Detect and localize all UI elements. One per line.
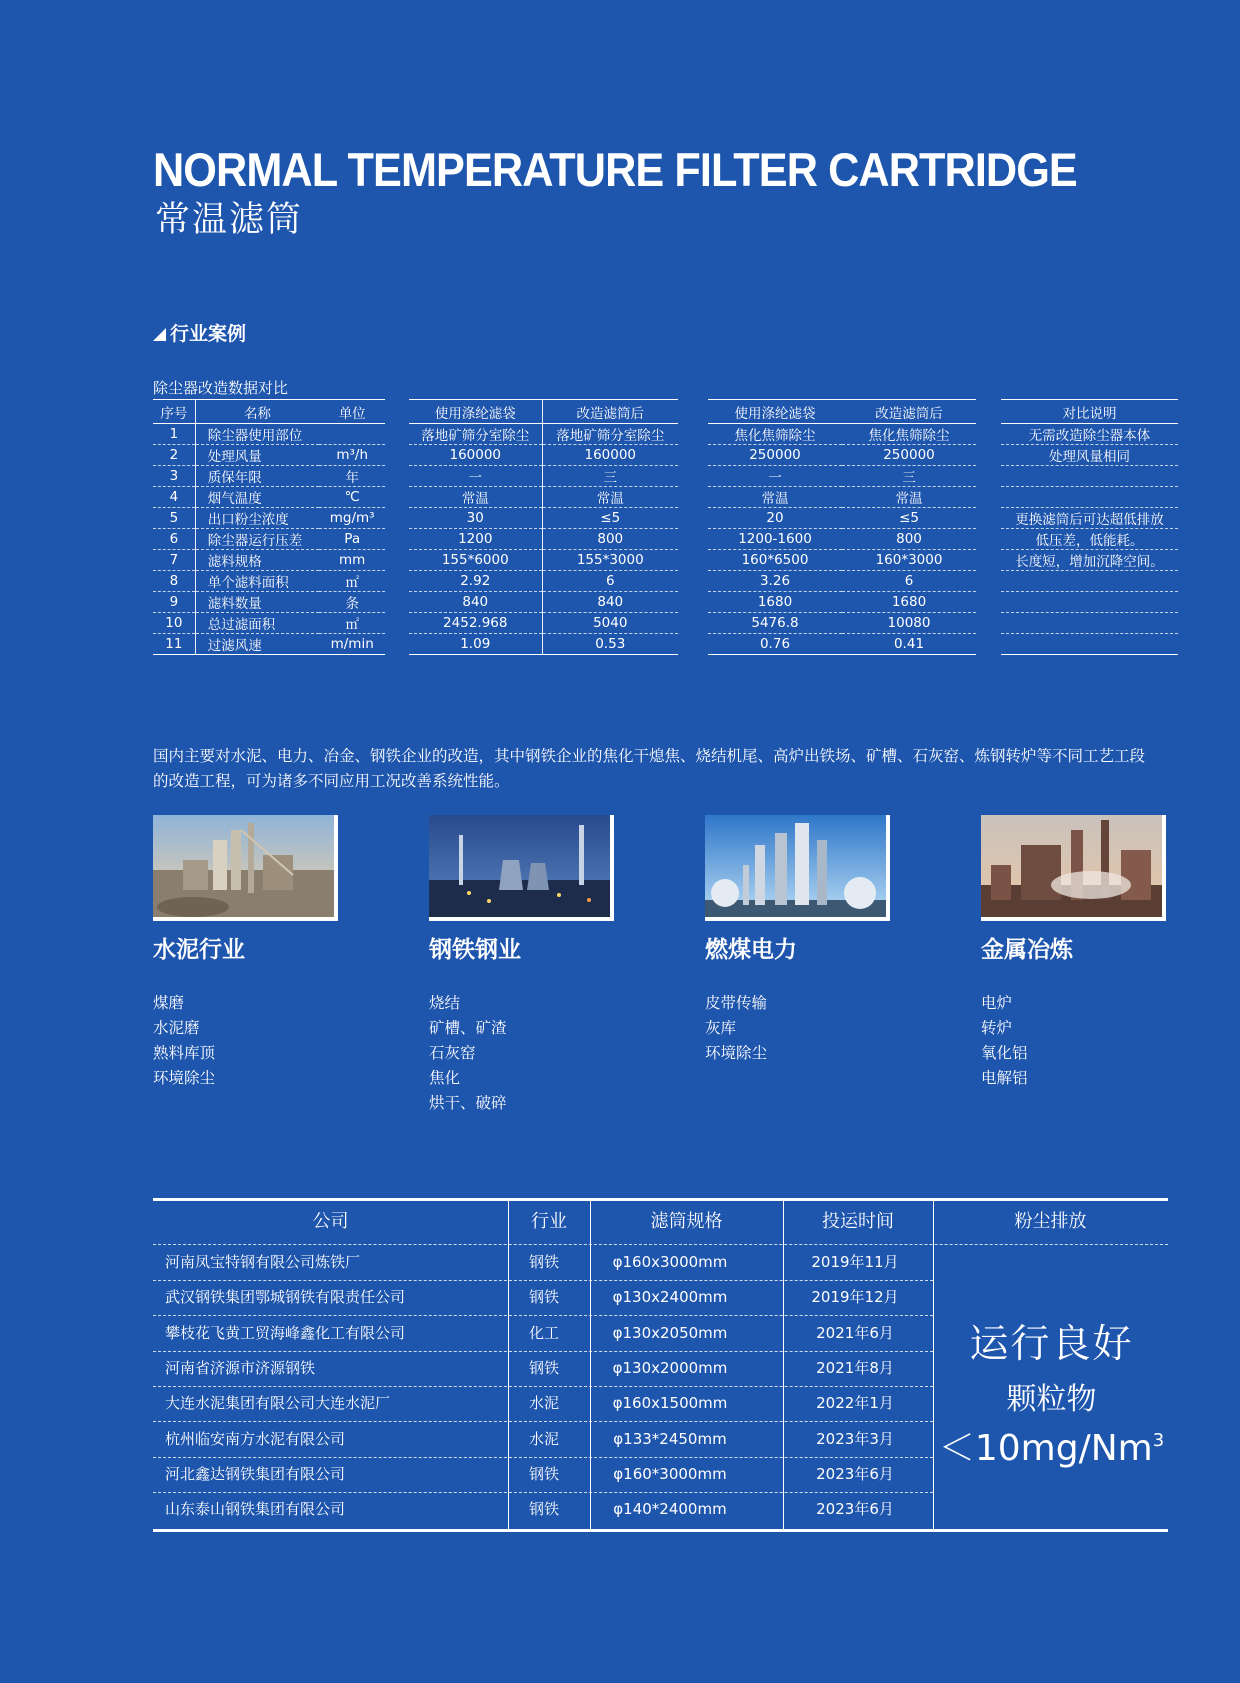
cell-company: 河南省济源市济源钢铁 (165, 1358, 316, 1377)
cell-bag-b: 1200-1600 (708, 529, 842, 550)
industry-name: 燃煤电力 (705, 937, 797, 963)
cell-no: 6 (153, 529, 195, 550)
table-row (708, 592, 976, 613)
header-no: 序号 (153, 400, 195, 424)
cell-name: 烟气温度 (195, 487, 319, 508)
table-row (409, 613, 678, 634)
cell-bag-a: 160000 (409, 445, 542, 466)
cell-note (1001, 466, 1178, 487)
project-row (153, 1245, 933, 1280)
cell-bag-a: 30 (409, 508, 542, 529)
cell-date: 2019年11月 (811, 1253, 899, 1271)
comparison-table-case-b (708, 399, 976, 655)
table-row (409, 529, 678, 550)
industry-name: 钢铁钢业 (429, 937, 521, 963)
cell-no: 2 (153, 445, 195, 466)
smelting-plant-photo (981, 815, 1166, 921)
cell-cart-b: 250000 (842, 445, 976, 466)
cell-cart-a: 落地矿筛分室除尘 (542, 424, 678, 445)
cell-bag-a: 一 (409, 466, 542, 487)
power-plant-photo (705, 815, 890, 921)
cell-cart-a: 三 (542, 466, 678, 487)
cell-name: 质保年限 (195, 466, 319, 487)
table-row (153, 571, 385, 592)
cell-note (1001, 634, 1178, 655)
cell-note: 长度短，增加沉降空间。 (1001, 550, 1178, 571)
cell-cart-b: 1680 (842, 592, 976, 613)
cell-no: 10 (153, 613, 195, 634)
cell-name: 过滤风速 (195, 634, 319, 655)
cell-cart-b: 6 (842, 571, 976, 592)
industry-list (153, 991, 215, 1091)
table-row (1001, 424, 1178, 445)
cell-unit: ㎡ (319, 571, 385, 592)
cell-note (1001, 592, 1178, 613)
cell-unit: mm (319, 550, 385, 571)
cell-company: 大连水泥集团有限公司大连水泥厂 (165, 1394, 391, 1413)
cell-cart-a: 800 (542, 529, 678, 550)
project-row (153, 1316, 933, 1351)
header-bag-b: 使用涤纶滤袋 (708, 400, 842, 424)
cell-spec: φ130x2400mm (612, 1288, 728, 1307)
header-name: 名称 (195, 400, 319, 424)
cell-note: 更换滤筒后可达超低排放 (1001, 508, 1178, 529)
comparison-table-notes (1001, 399, 1178, 655)
table-row (1001, 487, 1178, 508)
cell-cart-b: ≤5 (842, 508, 976, 529)
table-row (409, 445, 678, 466)
table-row (153, 613, 385, 634)
industry-item: 转炉 (981, 1019, 1013, 1037)
header-note: 对比说明 (1001, 400, 1178, 424)
cell-unit: Pa (319, 529, 385, 550)
table-row (409, 592, 678, 613)
industry-item: 灰库 (705, 1019, 737, 1037)
table-row (1001, 445, 1178, 466)
cell-cart-a: 160000 (542, 445, 678, 466)
industry-item: 氧化铝 (981, 1044, 1028, 1062)
industry-item: 矿槽、矿渣 (429, 1019, 507, 1037)
industry-item: 烘干、破碎 (429, 1094, 507, 1112)
cell-cart-a: ≤5 (542, 508, 678, 529)
cell-no: 1 (153, 424, 195, 445)
table-row (1001, 613, 1178, 634)
cell-date: 2023年3月 (816, 1429, 894, 1448)
intro-paragraph: 国内主要对水泥、电力、冶金、钢铁企业的改造，其中钢铁企业的焦化干熄焦、烧结机尾、高炉出铁场、矿槽、石灰窑、炼钢转炉等不同工艺工段的改造工程，可为诸多不同应用工况改善系统性能。 (153, 747, 1146, 790)
cell-bag-b: 160*6500 (708, 550, 842, 571)
project-row (153, 1457, 933, 1492)
industry-name: 水泥行业 (153, 937, 245, 963)
cell-bag-b: 1680 (708, 592, 842, 613)
cell-unit: 条 (319, 592, 385, 613)
header-company: 公司 (312, 1211, 349, 1232)
page-title-cn: 常温滤筒 (155, 200, 304, 240)
cell-unit: m³/h (319, 445, 385, 466)
table-row (1001, 592, 1178, 613)
emission-label: 颗粒物 (1006, 1382, 1097, 1417)
industry-item: 环境除尘 (705, 1044, 768, 1062)
header-spec: 滤筒规格 (650, 1211, 723, 1232)
cell-name: 总过滤面积 (195, 613, 319, 634)
industry-item: 皮带传输 (705, 994, 768, 1012)
header-unit: 单位 (319, 400, 385, 424)
industry-list (429, 991, 507, 1116)
triangle-icon (153, 328, 166, 341)
table-row (1001, 466, 1178, 487)
table-row (409, 508, 678, 529)
industry-card-power (705, 815, 905, 1062)
industry-name: 金属冶炼 (981, 937, 1073, 963)
cell-spec: φ133*2450mm (613, 1429, 727, 1448)
table-row (1001, 508, 1178, 529)
cell-cart-b: 常温 (842, 487, 976, 508)
cell-industry: 化工 (528, 1323, 559, 1342)
cell-company: 山东泰山钢铁集团有限公司 (165, 1500, 346, 1519)
cell-note: 处理风量相同 (1001, 445, 1178, 466)
industry-item: 焦化 (429, 1069, 461, 1087)
table-row (708, 529, 976, 550)
cell-bag-b: 常温 (708, 487, 842, 508)
cell-no: 3 (153, 466, 195, 487)
cell-note (1001, 571, 1178, 592)
industry-item: 水泥磨 (153, 1019, 200, 1037)
cell-date: 2021年8月 (816, 1358, 894, 1377)
cell-date: 2019年12月 (811, 1288, 899, 1307)
table-row (708, 424, 976, 445)
cell-spec: φ130x2000mm (612, 1358, 728, 1377)
table-row (708, 466, 976, 487)
industry-item: 电解铝 (981, 1069, 1028, 1087)
table-row (708, 571, 976, 592)
cell-name: 单个滤料面积 (195, 571, 319, 592)
cell-no: 4 (153, 487, 195, 508)
cell-unit: mg/m³ (319, 508, 385, 529)
table-row (708, 634, 976, 655)
cell-industry: 钢铁 (528, 1253, 559, 1271)
table-row (1001, 529, 1178, 550)
table-row (153, 466, 385, 487)
cell-no: 9 (153, 592, 195, 613)
cell-bag-b: 250000 (708, 445, 842, 466)
cell-bag-a: 常温 (409, 487, 542, 508)
industry-list (705, 991, 767, 1066)
cell-bag-b: 20 (708, 508, 842, 529)
cell-bag-b: 3.26 (708, 571, 842, 592)
cell-bag-a: 840 (409, 592, 542, 613)
cell-note: 低压差，低能耗。 (1001, 529, 1178, 550)
cell-cart-b: 10080 (842, 613, 976, 634)
table-row (153, 487, 385, 508)
cell-cart-a: 6 (542, 571, 678, 592)
table-row (1001, 634, 1178, 655)
cell-date: 2022年1月 (816, 1394, 894, 1413)
cell-no: 8 (153, 571, 195, 592)
cell-bag-a: 2452.968 (409, 613, 542, 634)
header-bag-a: 使用涤纶滤袋 (409, 400, 542, 424)
cell-note: 无需改造除尘器本体 (1001, 424, 1178, 445)
cell-bag-b: 焦化焦筛除尘 (708, 424, 842, 445)
cell-bag-b: 一 (708, 466, 842, 487)
emission-status: 运行良好 (969, 1322, 1134, 1367)
cell-industry: 水泥 (528, 1394, 559, 1413)
table-row (409, 550, 678, 571)
cell-industry: 钢铁 (528, 1288, 559, 1307)
table-row (153, 550, 385, 571)
cell-date: 2023年6月 (816, 1500, 894, 1519)
comparison-table-case-a (409, 399, 678, 655)
section-title (153, 320, 246, 348)
cell-no: 11 (153, 634, 195, 655)
cell-cart-a: 840 (542, 592, 678, 613)
cell-spec: φ140*2400mm (613, 1500, 727, 1519)
cell-company: 河北鑫达钢铁集团有限公司 (165, 1464, 346, 1483)
cell-name: 除尘器使用部位 (195, 424, 319, 445)
cell-cart-b: 三 (842, 466, 976, 487)
cell-cart-b: 160*3000 (842, 550, 976, 571)
cement-plant-photo (153, 815, 338, 921)
table-row (708, 550, 976, 571)
cell-industry: 水泥 (528, 1429, 559, 1448)
industry-card-cement (153, 815, 353, 1087)
project-row (153, 1351, 933, 1386)
table-row (409, 487, 678, 508)
cell-bag-b: 5476.8 (708, 613, 842, 634)
cell-cart-b: 800 (842, 529, 976, 550)
table-row (409, 634, 678, 655)
industry-item: 电炉 (981, 994, 1013, 1012)
page-title-en: NORMAL TEMPERATURE FILTER CARTRIDGE (153, 143, 1077, 196)
cell-unit (319, 424, 385, 445)
comparison-table-basic (153, 399, 385, 655)
header-cart-b: 改造滤筒后 (842, 400, 976, 424)
table-row (1001, 550, 1178, 571)
table-row (153, 529, 385, 550)
cell-company: 武汉钢铁集团鄂城钢铁有限责任公司 (165, 1288, 406, 1307)
cell-unit: m/min (319, 634, 385, 655)
project-row (153, 1492, 933, 1527)
cell-bag-a: 155*6000 (409, 550, 542, 571)
table-row (153, 508, 385, 529)
cell-unit: ℃ (319, 487, 385, 508)
industry-card-steel (429, 815, 629, 1112)
table-row (409, 571, 678, 592)
table-row (153, 634, 385, 655)
project-row (153, 1386, 933, 1421)
emission-value (935, 1418, 1168, 1472)
table-row (153, 592, 385, 613)
industry-list (981, 991, 1028, 1091)
cell-date: 2021年6月 (816, 1323, 894, 1342)
header-emission: 粉尘排放 (1014, 1211, 1087, 1232)
cell-company: 杭州临安南方水泥有限公司 (165, 1429, 346, 1448)
header-industry: 行业 (531, 1211, 567, 1232)
cell-unit: 年 (319, 466, 385, 487)
column-divider (933, 1201, 934, 1529)
cell-bag-a: 落地矿筛分室除尘 (409, 424, 542, 445)
industry-item: 烧结 (429, 994, 461, 1012)
cell-company: 河南凤宝特钢有限公司炼铁厂 (165, 1253, 361, 1271)
cell-industry: 钢铁 (528, 1500, 559, 1519)
emission-value-text: ＜10mg/Nm (938, 1428, 1153, 1469)
project-row (153, 1422, 933, 1457)
industry-card-metal (981, 815, 1181, 1087)
emission-value-exponent: 3 (1152, 1430, 1165, 1451)
header-date: 投运时间 (822, 1211, 894, 1232)
steel-plant-photo (429, 815, 614, 921)
project-table (153, 1198, 1168, 1532)
cell-note (1001, 613, 1178, 634)
table-bottom-rule (153, 1529, 1168, 1532)
cell-no: 7 (153, 550, 195, 571)
cell-name: 除尘器运行压差 (195, 529, 319, 550)
cell-company: 攀枝花飞黄工贸海峰鑫化工有限公司 (165, 1323, 406, 1342)
cell-spec: φ160x3000mm (612, 1253, 728, 1271)
industry-item: 环境除尘 (153, 1069, 216, 1087)
cell-cart-a: 0.53 (542, 634, 678, 655)
industry-item: 熟料库顶 (153, 1044, 216, 1062)
cell-name: 处理风量 (195, 445, 319, 466)
cell-industry: 钢铁 (528, 1358, 559, 1377)
table-caption: 除尘器改造数据对比 (153, 379, 289, 397)
cell-cart-a: 5040 (542, 613, 678, 634)
cell-bag-a: 1200 (409, 529, 542, 550)
table-row (708, 508, 976, 529)
cell-spec: φ160*3000mm (613, 1464, 727, 1483)
table-row (153, 424, 385, 445)
cell-cart-a: 155*3000 (542, 550, 678, 571)
cell-date: 2023年6月 (816, 1464, 894, 1483)
cell-name: 滤料规格 (195, 550, 319, 571)
industry-item: 煤磨 (153, 994, 185, 1012)
cell-cart-a: 常温 (542, 487, 678, 508)
table-row (1001, 571, 1178, 592)
industry-item: 石灰窑 (429, 1044, 476, 1062)
table-row (708, 445, 976, 466)
table-top-rule (153, 1198, 1168, 1201)
cell-spec: φ130x2050mm (612, 1323, 728, 1342)
cell-cart-b: 焦化焦筛除尘 (842, 424, 976, 445)
table-row (153, 445, 385, 466)
table-row (409, 424, 678, 445)
table-row (409, 466, 678, 487)
cell-bag-a: 1.09 (409, 634, 542, 655)
cell-no: 5 (153, 508, 195, 529)
cell-cart-b: 0.41 (842, 634, 976, 655)
cell-bag-a: 2.92 (409, 571, 542, 592)
table-row (708, 487, 976, 508)
cell-industry: 钢铁 (528, 1464, 559, 1483)
table-row (708, 613, 976, 634)
cell-name: 出口粉尘浓度 (195, 508, 319, 529)
cell-bag-b: 0.76 (708, 634, 842, 655)
cell-spec: φ160x1500mm (612, 1394, 728, 1413)
cell-unit: ㎡ (319, 613, 385, 634)
section-title-text: 行业案例 (170, 323, 247, 345)
cell-name: 滤料数量 (195, 592, 319, 613)
header-cart-a: 改造滤筒后 (542, 400, 678, 424)
cell-note (1001, 487, 1178, 508)
project-row (153, 1280, 933, 1315)
